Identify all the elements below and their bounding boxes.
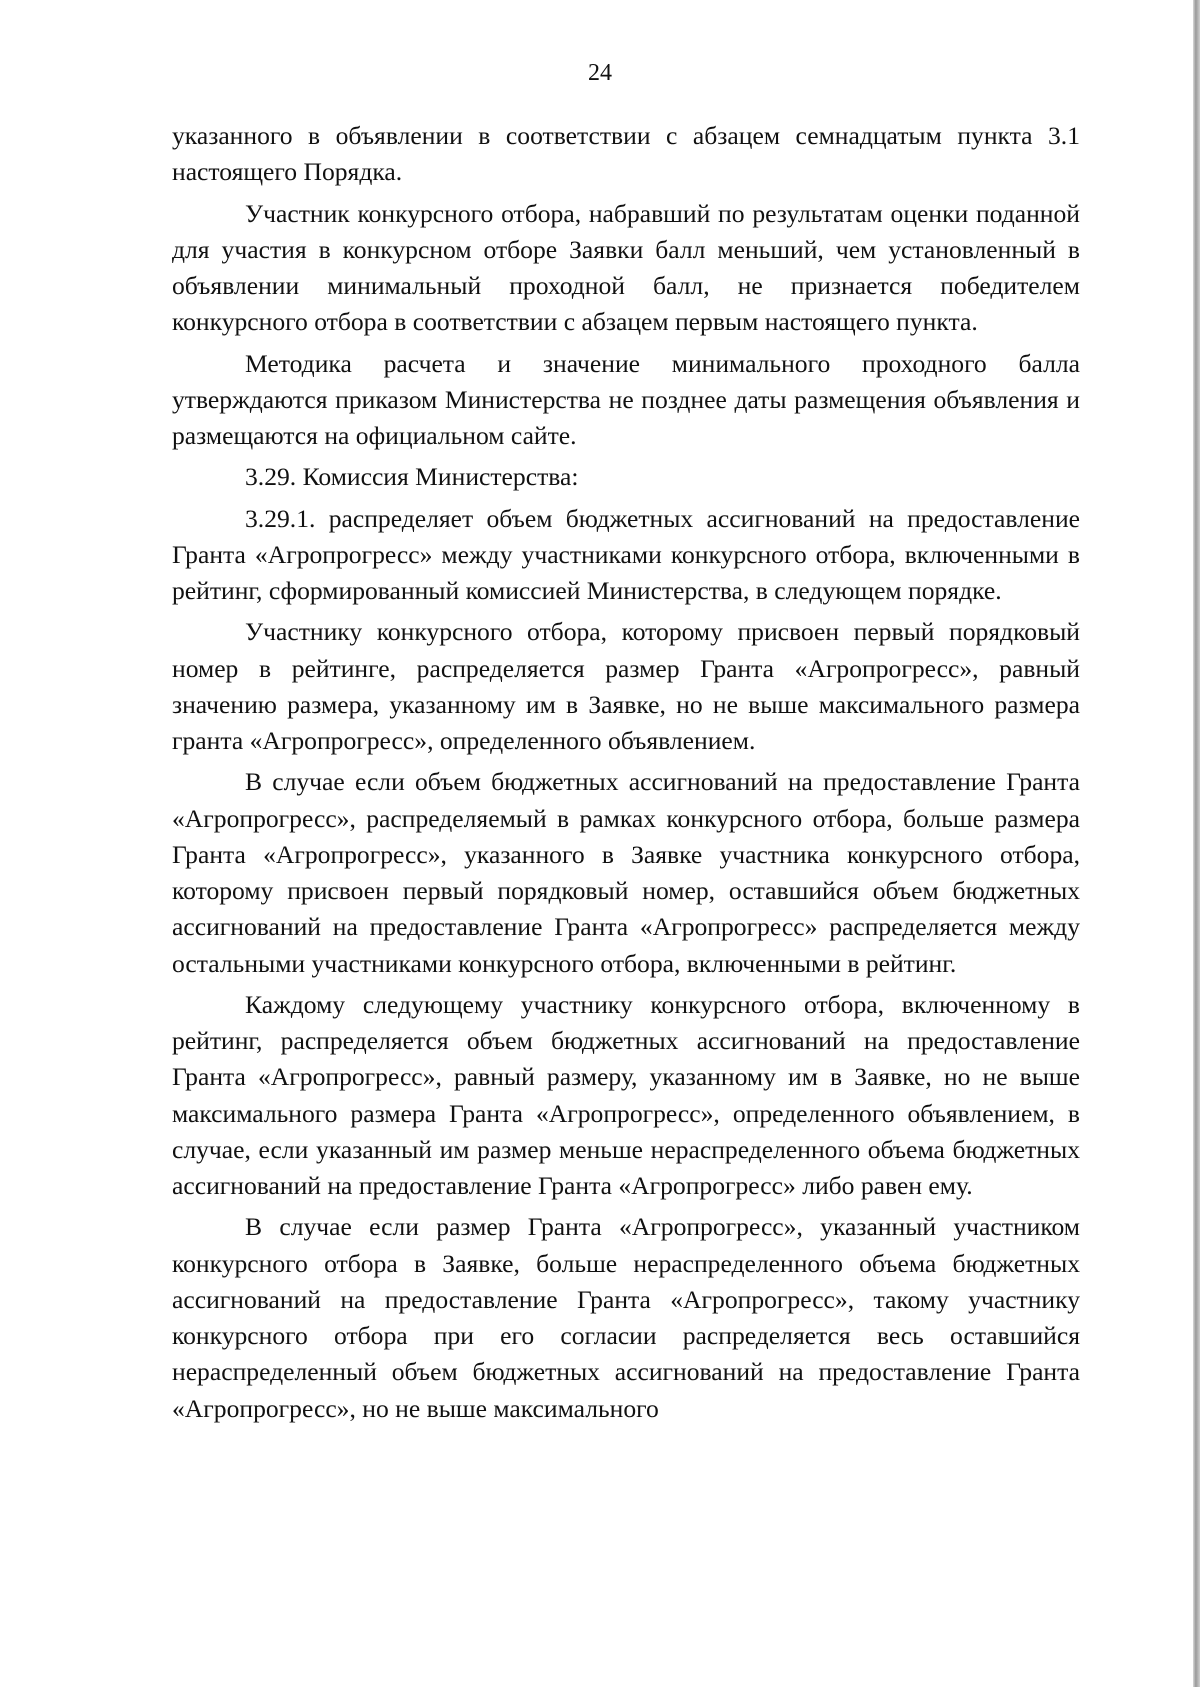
subsection-paragraph: 3.29.1. распределяет объем бюджетных ассигнований на предоставление Гранта «Агропрогресс» между участниками конкурсного отбора, включенными в рейтинг, сформированный комиссией Министерства, в следующем порядке. [172,503,1080,605]
scan-edge-shadow [1193,0,1200,1687]
paragraph: В случае если объем бюджетных ассигнований на предоставление Гранта «Агропрогресс», распределяемый в рамках конкурсного отбора, больше размера Гранта «Агропрогресс», указанного в Заявке участника конкурсного отбора, которому присвоен первый порядковый номер, оставшийся объем бюджетных ассигнований на предоставление Гранта «Агропрогресс» распределяется между остальными участниками конкурсного отбора, включенными в рейтинг. [172,767,1080,978]
paragraph-continuation: указанного в объявлении в соответствии с абзацем семнадцатым пункта 3.1 настоящего Порядка. [172,121,1080,187]
paragraph: В случае если размер Гранта «Агропрогресс», указанный участником конкурсного отбора в Заявке, больше нераспределенного объема бюджетных ассигнований на предоставление Гранта «Агропрогресс», такому участнику конкурсного отбора при его согласии распределяется весь оставшийся нераспределенный объем бюджетных ассигнований на предоставление Гранта «Агропрогресс», но не выше максимального [172,1212,1080,1423]
paragraph: Участнику конкурсного отбора, которому присвоен первый порядковый номер в рейтинге, распределяется размер Гранта «Агропрогресс», равный значению размера, указанному им в Заявке, но не выше максимального размера гранта «Агропрогресс», определенного объявлением. [172,617,1080,755]
page-number: 24 [588,60,612,86]
paragraph: Методика расчета и значение минимального проходного балла утверждаются приказом Министерства не позднее даты размещения объявления и размещаются на официальном сайте. [172,348,1080,450]
section-heading: 3.29. Комиссия Министерства: [245,462,579,492]
paragraph: Участник конкурсного отбора, набравший по результатам оценки поданной для участия в конкурсном отборе Заявки балл меньший, чем установленный в объявлении минимальный проходной балл, не признается победителем конкурсного отбора в соответствии с абзацем первым настоящего пункта. [172,198,1080,337]
document-body [172,118,1080,1427]
paragraph: Каждому следующему участнику конкурсного отбора, включенному в рейтинг, распределяется объем бюджетных ассигнований на предоставление Гранта «Агропрогресс», равный размеру, указанному им в Заявке, но не выше максимального размера Гранта «Агропрогресс», определенного объявлением, в случае, если указанный им размер меньше нераспределенного объема бюджетных ассигнований на предоставление Гранта «Агропрогресс» либо равен ему. [172,989,1080,1200]
